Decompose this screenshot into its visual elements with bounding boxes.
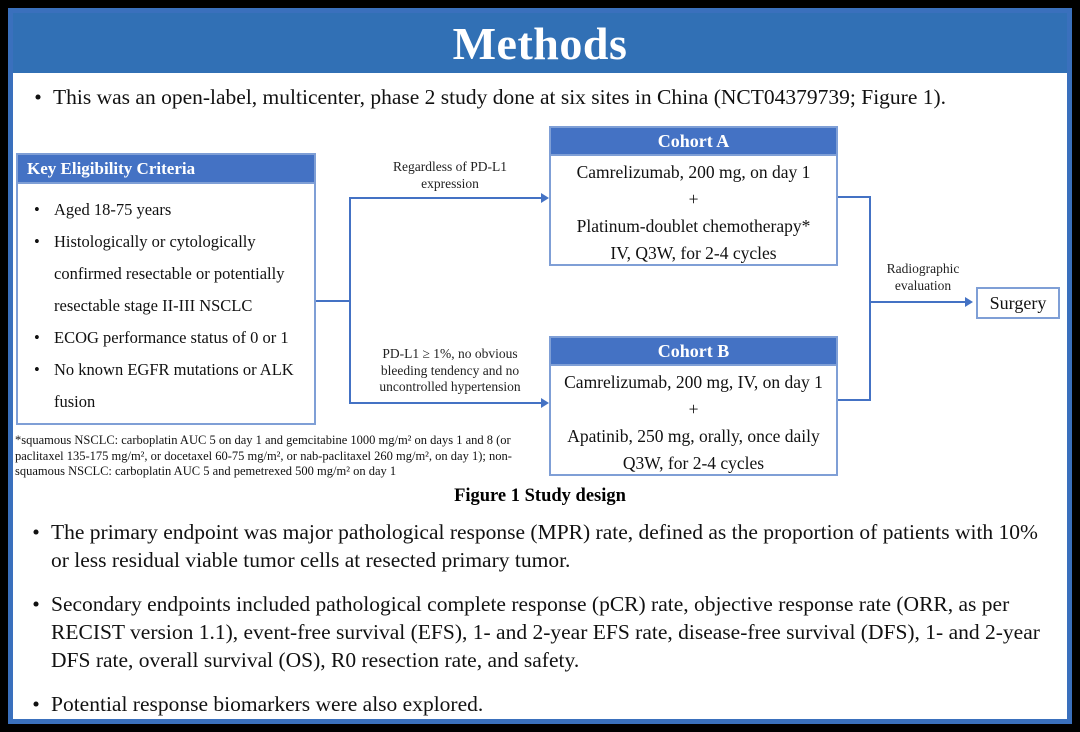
- figure-footnote: *squamous NSCLC: carboplatin AUC 5 on day 1 and gemcitabine 1000 mg/m² on days 1 and 8 (or paclitaxel 135-175 mg/m², or docetaxel 60-75 mg/m², or nab-paclitaxel 260 mg/m², on day 1); non-squamous NSCLC: carboplatin AUC 5 and pemetrexed 500 mg/m² on day 1: [15, 433, 512, 478]
- surgery-box: [976, 287, 1060, 319]
- branch-label-top: Regardless of PD-L1 expression: [393, 159, 507, 191]
- cohort-a-box: [549, 126, 838, 266]
- eligibility-item: • Aged 18-75 years: [46, 194, 310, 226]
- surgery-label: Surgery: [989, 292, 1047, 313]
- endpoint-bullets: [21, 518, 1055, 724]
- intro-section: [23, 85, 1057, 110]
- bullet-text: • Potential response biomarkers were also explored.: [51, 692, 484, 716]
- cohort-a-line: IV, Q3W, for 2-4 cycles: [610, 243, 777, 263]
- title-banner: [13, 13, 1067, 73]
- cohort-b-line: Camrelizumab, 200 mg, IV, on day 1: [564, 372, 823, 392]
- cohort-a-header: Cohort A: [551, 128, 836, 156]
- cohort-b-line: Q3W, for 2-4 cycles: [622, 453, 765, 473]
- cohort-a-line: Platinum-doublet chemotherapy*: [576, 216, 811, 236]
- connector-arrow-cohort-b: [349, 402, 543, 404]
- eligibility-item: • ECOG performance status of 0 or 1: [46, 322, 310, 354]
- evaluation-label: Radiographic evaluation: [886, 261, 960, 293]
- bullet-item: [21, 590, 1055, 674]
- bullet-item: [21, 518, 1055, 574]
- cohort-a-line: Camrelizumab, 200 mg, on day 1: [576, 162, 811, 182]
- cohort-b-body: [551, 366, 836, 477]
- eligibility-header: Key Eligibility Criteria: [18, 155, 314, 184]
- eligibility-list: [18, 184, 314, 418]
- eligibility-box: [16, 153, 316, 425]
- arrowhead-surgery-icon: [965, 297, 973, 307]
- connector-right-vertical: [869, 196, 871, 401]
- cohort-a-body: [551, 156, 836, 267]
- bullet-item: [21, 690, 1055, 718]
- branch-label-bottom: PD-L1 ≥ 1%, no obvious bleeding tendency and no uncontrolled hypertension: [379, 346, 521, 394]
- cohort-b-line: Apatinib, 250 mg, orally, once daily: [567, 426, 820, 446]
- cohort-b-line: +: [688, 399, 699, 419]
- figure-caption: Figure 1 Study design: [454, 486, 626, 506]
- connector-left-vertical: [349, 197, 351, 403]
- connector-cohort-a-out: [838, 196, 871, 198]
- connector-arrow-cohort-a: [349, 197, 543, 199]
- eligibility-item: • No known EGFR mutations or ALK fusion: [46, 354, 310, 418]
- arrowhead-cohort-a-icon: [541, 193, 549, 203]
- eligibility-item: • Histologically or cytologically confirmed resectable or potentially resectable stage II-III NSCLC: [46, 226, 310, 322]
- connector-eligibility-stub: [316, 300, 351, 302]
- cohort-a-line: +: [688, 189, 699, 209]
- page-title: Methods: [452, 17, 628, 69]
- cohort-b-box: [549, 336, 838, 476]
- cohort-b-header: Cohort B: [551, 338, 836, 366]
- connector-arrow-surgery: [869, 301, 967, 303]
- bullet-text: • Secondary endpoints included pathological complete response (pCR) rate, objective response rate (ORR, as per RECIST version 1.1), event-free survival (EFS), 1- and 2-year EFS rate, disease-free survival (DFS), 1- and 2-year DFS rate, overall survival (OS), R0 resection rate, and safety.: [51, 592, 1040, 672]
- slide: [8, 8, 1072, 724]
- arrowhead-cohort-b-icon: [541, 398, 549, 408]
- connector-cohort-b-out: [838, 399, 871, 401]
- intro-bullet-text: • This was an open-label, multicenter, phase 2 study done at six sites in China (NCT04379739; Figure 1).: [53, 85, 947, 109]
- intro-bullet-item: [23, 85, 1057, 110]
- bullet-text: • The primary endpoint was major pathological response (MPR) rate, defined as the proportion of patients with 10% or less residual viable tumor cells at resected primary tumor.: [51, 520, 1038, 572]
